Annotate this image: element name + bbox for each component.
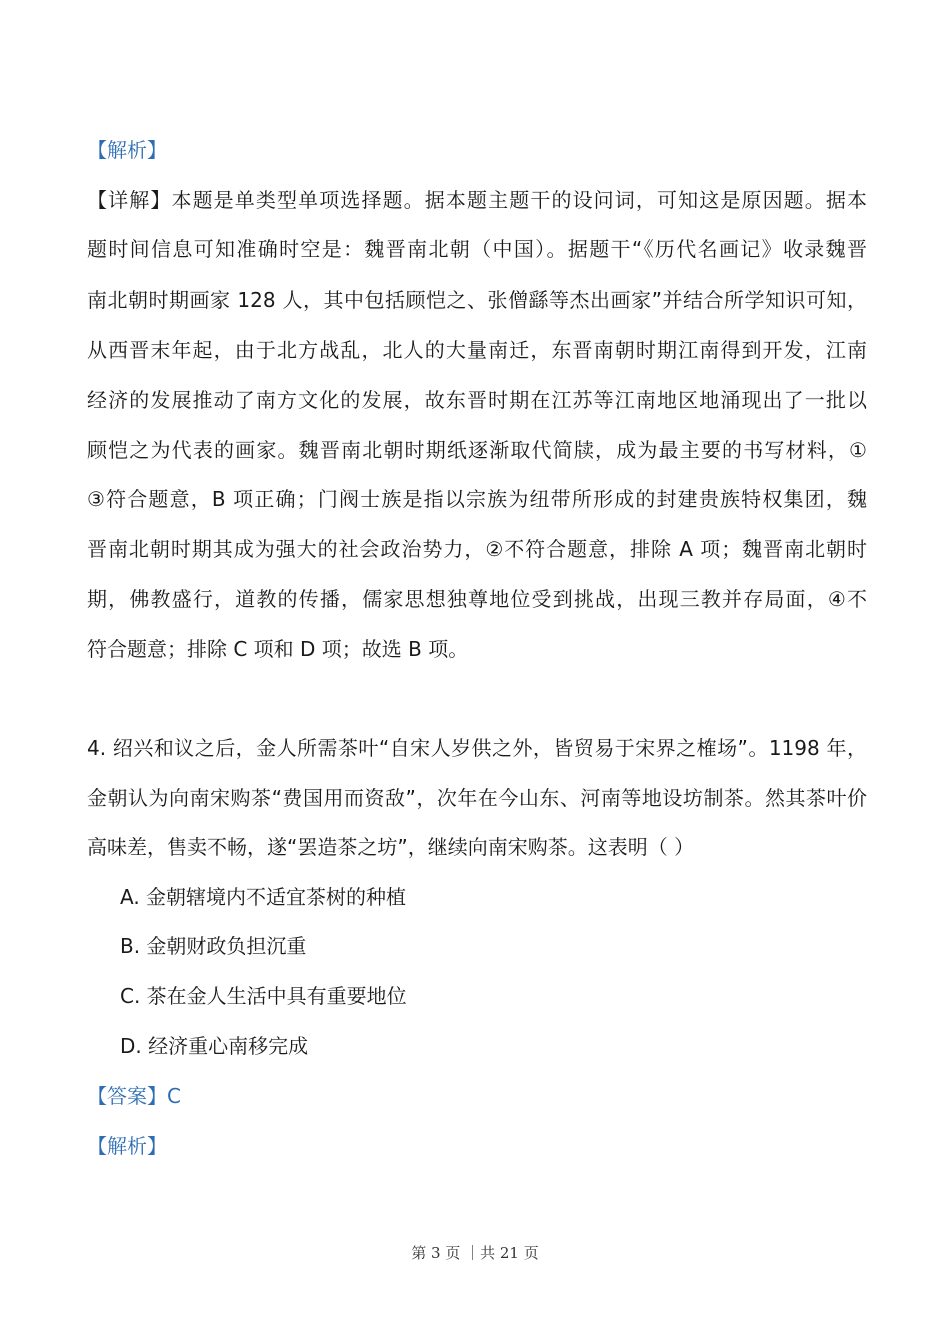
- explanation-label: 【解析】: [87, 138, 167, 162]
- explanation-line: ③符合题意，B 项正确；门阀士族是指以宗族为纽带所形成的封建贵族特权集团，魏: [87, 487, 867, 511]
- answer-line: [87, 1082, 181, 1110]
- question-line: 4. 绍兴和议之后，金人所需茶叶“自宋人岁供之外，皆贸易于宋界之榷场”。1198 年，: [87, 736, 867, 760]
- page-footer: 第 3 页 ｜共 21 页: [411, 1244, 539, 1262]
- question-line: 高味差，售卖不畅，遂“罢造茶之坊”，继续向南宋购茶。这表明（ ）: [87, 835, 695, 859]
- answer-value: C: [167, 1084, 181, 1108]
- explanation-line: 符合题意；排除 C 项和 D 项；故选 B 项。: [87, 637, 469, 661]
- option-a: A. 金朝辖境内不适宜茶树的种植: [120, 885, 407, 909]
- answer-label: 【答案】: [87, 1084, 167, 1108]
- question-line: 金朝认为向南宋购茶“费国用而资敌”，次年在今山东、河南等地设坊制茶。然其茶叶价: [87, 786, 867, 810]
- detail-label: 【详解】: [87, 188, 172, 212]
- option-b: B. 金朝财政负担沉重: [120, 934, 307, 958]
- explanation-line: 晋南北朝时期其成为强大的社会政治势力，②不符合题意，排除 A 项；魏晋南北朝时: [87, 537, 867, 561]
- explanation-line: 经济的发展推动了南方文化的发展，故东晋时期在江苏等江南地区地涌现出了一批以: [87, 388, 867, 412]
- option-d: D. 经济重心南移完成: [120, 1034, 309, 1058]
- explanation-line: 南北朝时期画家 128 人，其中包括顾恺之、张僧繇等杰出画家”并结合所学知识可知，: [87, 288, 867, 312]
- explanation-line: 期，佛教盛行，道教的传播，儒家思想独尊地位受到挑战，出现三教并存局面，④不: [87, 587, 867, 611]
- explanation-line: [87, 186, 867, 214]
- explanation-text: 本题是单类型单项选择题。据本题主题干的设问词，可知这是原因题。据本: [171, 188, 868, 212]
- explanation-line: 从西晋末年起，由于北方战乱，北人的大量南迁，东晋南朝时期江南得到开发，江南: [87, 338, 867, 362]
- analysis-label: 【解析】: [87, 1134, 167, 1158]
- explanation-line: 顾恺之为代表的画家。魏晋南北朝时期纸逐渐取代简牍，成为最主要的书写材料，①: [87, 438, 867, 462]
- explanation-line: 题时间信息可知准确时空是：魏晋南北朝（中国）。据题干“《历代名画记》收录魏晋: [87, 237, 867, 261]
- option-c: C. 茶在金人生活中具有重要地位: [120, 984, 407, 1008]
